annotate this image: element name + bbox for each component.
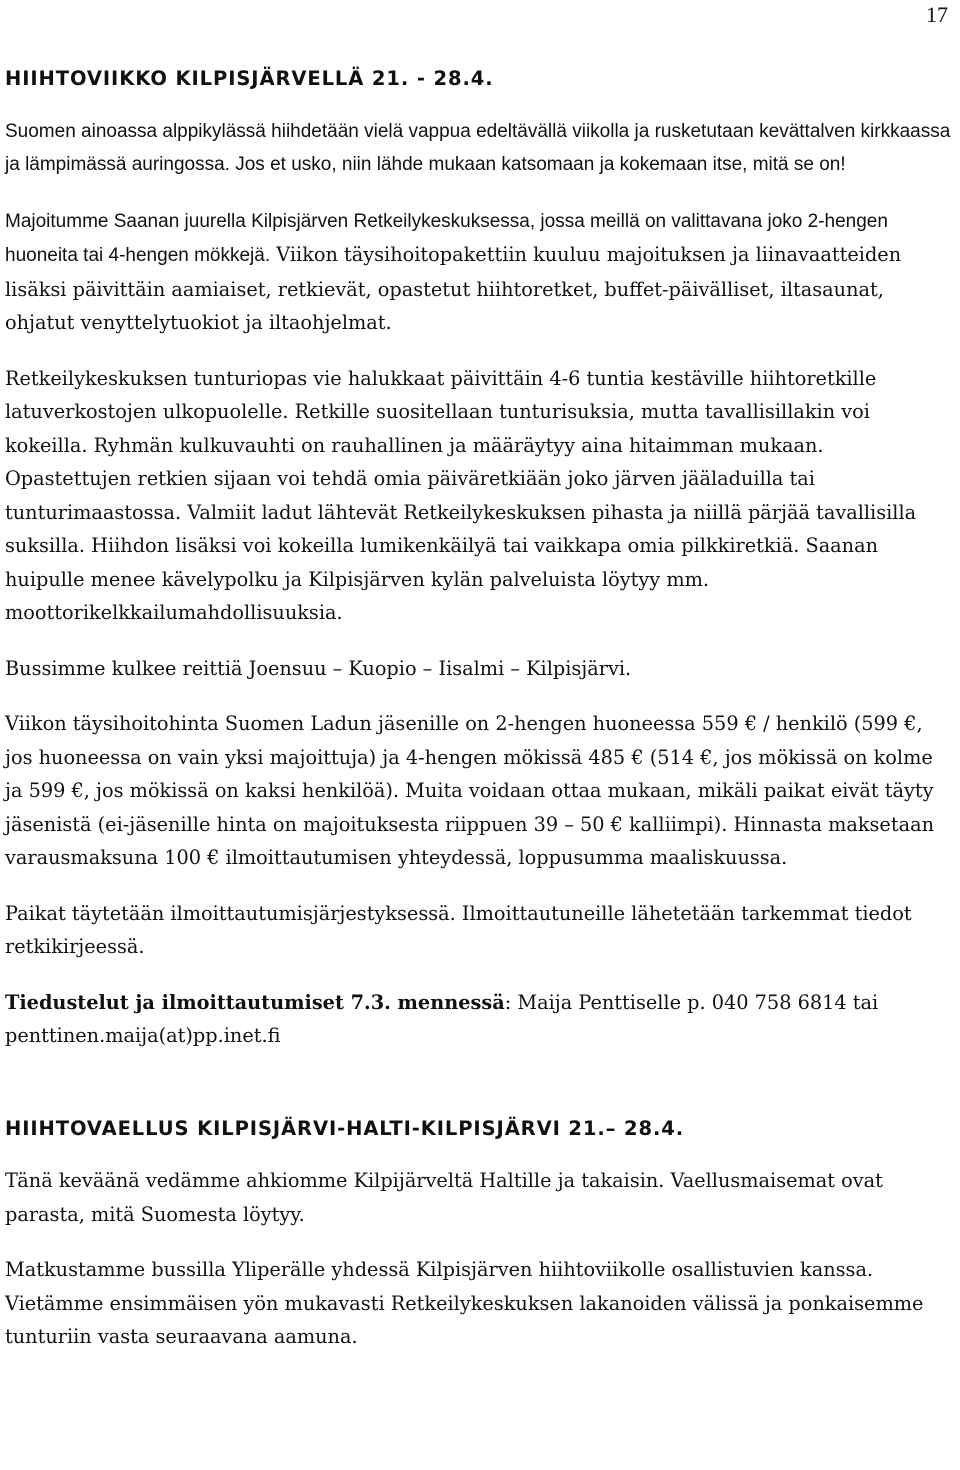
section-heading-ski-trek: HIIHTOVAELLUS KILPISJÄRVI-HALTI-KILPISJÄRVI 21.– 28.4. [5, 1116, 685, 1140]
document-body [5, 62, 953, 1354]
paragraph-intro: Suomen ainoassa alppikylässä hiihdetään vielä vappua edeltävällä viikolla ja rusketutaan kevättalven kirkkaassa ja lämpimässä auringossa. Jos et usko, niin lähde mukaan katsomaan ja kokemaan itse, mitä se on! [5, 120, 951, 175]
paragraph-order: Paikat täytetään ilmoittautumisjärjestyksessä. Ilmoittautuneille lähetetään tarkemmat tiedot retkikirjeessä. [5, 901, 912, 958]
section-heading-ski-week: HIIHTOVIIKKO KILPISJÄRVELLÄ 21. - 28.4. [5, 67, 494, 90]
paragraph-bus-route: Bussimme kulkee reittiä Joensuu – Kuopio – Iisalmi – Kilpisjärvi. [5, 656, 632, 680]
paragraph-guide: Retkeilykeskuksen tunturiopas vie halukkaat päivittäin 4-6 tuntia kestäville hiihtoretkille latuverkostojen ulkopuolelle. Retkille suositellaan tunturisuksia, mutta tavallisillakin voi kokeilla. Ryhmän kulkuvauhti on rauhallinen ja määräytyy aina hitaimman mukaan. Opastettujen retkien sijaan voi tehdä omia päiväretkiään joko järven jääladuilla tai tunturimaastossa. Valmiit ladut lähtevät Retkeilykeskuksen pihasta ja niillä pärjää tavallisilla suksilla. Hiihdon lisäksi voi kokeilla lumikenkäilyä tai vaikkapa omia pilkkiretkiä. Saanan huipulle menee kävelypolku ja Kilpisjärven kylän palveluista löytyy mm. moottorikelkkailumahdollisuuksia. [5, 366, 917, 624]
accommodation-part-b: Viikon täysihoitopakettiin kuuluu majoituksen ja liinavaatteiden lisäksi päivittäin aamiaiset, retkievät, opastetut hiihtoretket, buffet-päivälliset, iltasaunat, ohjatut venyttelytuokiot ja iltaohjelmat. [5, 243, 902, 334]
paragraph-price: Viikon täysihoitohinta Suomen Ladun jäsenille on 2-hengen huoneessa 559 € / henkilö (599 €, jos huoneessa on vain yksi majoittuja) ja 4-hengen mökissä 485 € (514 €, jos mökissä on kolme ja 599 €, jos mökissä on kaksi henkilöä). Muita voidaan ottaa mukaan, mikäli paikat eivät täyty jäsenistä (ei-jäsenille hinta on majoituksesta riippuen 39 – 50 € kalliimpi). Hinnasta maksetaan varausmaksuna 100 € ilmoittautumisen yhteydessä, loppusumma maaliskuussa. [5, 712, 934, 869]
contact-text: : Maija Penttiselle p. 040 758 6814 tai penttinen.maija(at)pp.inet.fi [5, 990, 879, 1047]
page-number: 17 [926, 2, 948, 27]
contact-label: Tiedustelut ja ilmoittautumiset 7.3. mennessä [5, 990, 505, 1014]
paragraph-contact [5, 986, 953, 1053]
paragraph-travel: Matkustamme bussilla Yliperälle yhdessä Kilpisjärven hiihtoviikolle osallistuvien kanssa. Vietämme ensimmäisen yön mukavasti Retkeilykeskuksen lakanoiden välissä ja ponkaisemme tunturiin vasta seuraavana aamuna. [5, 1258, 924, 1348]
paragraph-trek-intro: Tänä keväänä vedämme ahkiomme Kilpijärveltä Haltille ja takaisin. Vaellusmaisemat ovat parasta, mitä Suomesta löytyy. [5, 1169, 883, 1226]
paragraph-accommodation [5, 204, 953, 340]
accommodation-part-a: Majoitumme Saanan juurella Kilpisjärven Retkeilykeskuksessa, jossa meillä on valittavana joko 2-hengen huoneita tai 4-hengen mökkejä. [5, 210, 888, 266]
